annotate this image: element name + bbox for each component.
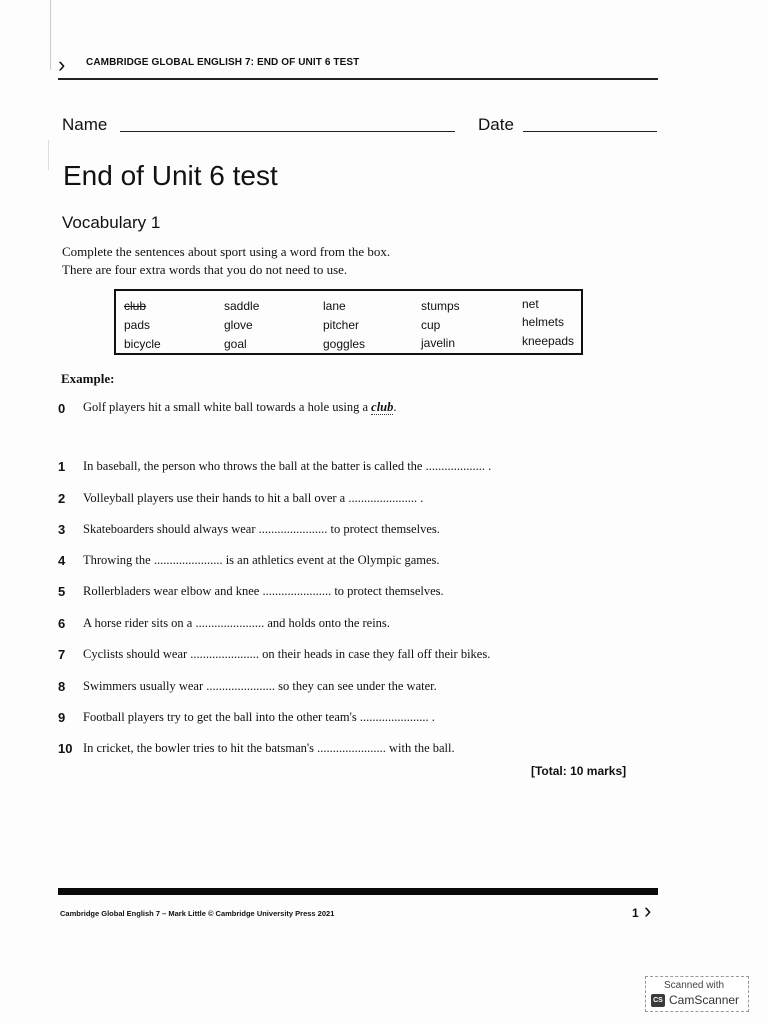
word-box-item: pitcher	[323, 318, 360, 332]
question-number: 4	[58, 553, 66, 568]
page-header	[58, 54, 658, 80]
word-box-item: glove	[224, 318, 253, 332]
instruction-line: Complete the sentences about sport using a word from the box.	[62, 244, 391, 259]
word-box-item: goal	[224, 337, 247, 351]
word-box-item: stumps	[421, 299, 460, 313]
example-number: 0	[58, 401, 66, 416]
date-field[interactable]	[523, 131, 657, 132]
watermark-name: CamScanner	[669, 993, 740, 1007]
name-label: Name	[62, 115, 108, 134]
question-number: 7	[58, 647, 66, 662]
word-box-item: helmets	[522, 315, 565, 329]
header-title: CAMBRIDGE GLOBAL ENGLISH 7: END OF UNIT 6 TEST	[86, 57, 360, 68]
question-number: 5	[58, 584, 66, 599]
example-sentence	[83, 400, 397, 415]
word-box-item: saddle	[224, 299, 260, 313]
question-number: 8	[58, 679, 66, 694]
example-text: Golf players hit a small white ball towards a hole using a	[83, 400, 369, 414]
question-number: 1	[58, 459, 66, 474]
word-box-item: javelin	[421, 336, 456, 350]
scan-edge-mark	[50, 0, 51, 70]
question-number: 6	[58, 616, 66, 631]
question-number: 3	[58, 522, 66, 537]
word-box-item: net	[522, 297, 539, 311]
camscanner-watermark	[645, 976, 749, 1012]
chevron-right-icon: ›	[644, 898, 652, 923]
question-text: Cyclists should wear ...................... on their heads in case they fall off their bikes.	[83, 647, 491, 661]
word-box-item: bicycle	[124, 337, 161, 351]
word-box-item: club	[124, 299, 147, 313]
date-label: Date	[478, 115, 514, 134]
chevron-right-icon: ›	[58, 52, 66, 77]
question-text: Throwing the ...................... is an athletics event at the Olympic games.	[83, 553, 440, 567]
question-text: Skateboarders should always wear ...................... to protect themselves.	[83, 522, 440, 536]
word-box-item: cup	[421, 318, 441, 332]
name-field[interactable]	[120, 131, 455, 132]
question-text: Football players try to get the ball into the other team's ...................... .	[83, 710, 435, 724]
example-end: .	[393, 400, 397, 414]
camscanner-logo-icon: CS	[651, 994, 665, 1007]
footer-credit: Cambridge Global English 7 – Mark Little © Cambridge University Press 2021	[60, 909, 335, 918]
word-box-item: goggles	[323, 337, 366, 351]
header-rule	[58, 78, 658, 80]
watermark-caption: Scanned with	[664, 980, 725, 991]
question-text: Swimmers usually wear ...................... so they can see under the water.	[83, 679, 437, 693]
question-text: In cricket, the bowler tries to hit the batsman's ...................... with the ball.	[83, 741, 455, 755]
question-number: 9	[58, 710, 66, 725]
word-box-item: kneepads	[522, 334, 575, 348]
word-box-item: pads	[124, 318, 151, 332]
section-title: Vocabulary 1	[62, 213, 161, 232]
example-label: Example:	[61, 371, 115, 386]
page-number: 1	[632, 906, 639, 920]
question-number: 2	[58, 491, 66, 506]
question-text: In baseball, the person who throws the ball at the batter is called the ................... .	[83, 459, 492, 473]
scan-edge-mark	[48, 140, 49, 170]
example-answer: club	[371, 400, 394, 414]
word-box	[114, 289, 583, 355]
total-marks: [Total: 10 marks]	[531, 764, 627, 778]
word-box-item: lane	[323, 299, 346, 313]
page-title: End of Unit 6 test	[63, 160, 278, 191]
question-text: Volleyball players use their hands to hit a ball over a ...................... .	[83, 491, 424, 505]
question-text: Rollerbladers wear elbow and knee ...................... to protect themselves.	[83, 584, 444, 598]
instruction-line: There are four extra words that you do not need to use.	[62, 262, 348, 277]
footer-bar	[58, 888, 658, 895]
question-text: A horse rider sits on a ...................... and holds onto the reins.	[83, 616, 390, 630]
question-number: 10	[58, 741, 73, 756]
